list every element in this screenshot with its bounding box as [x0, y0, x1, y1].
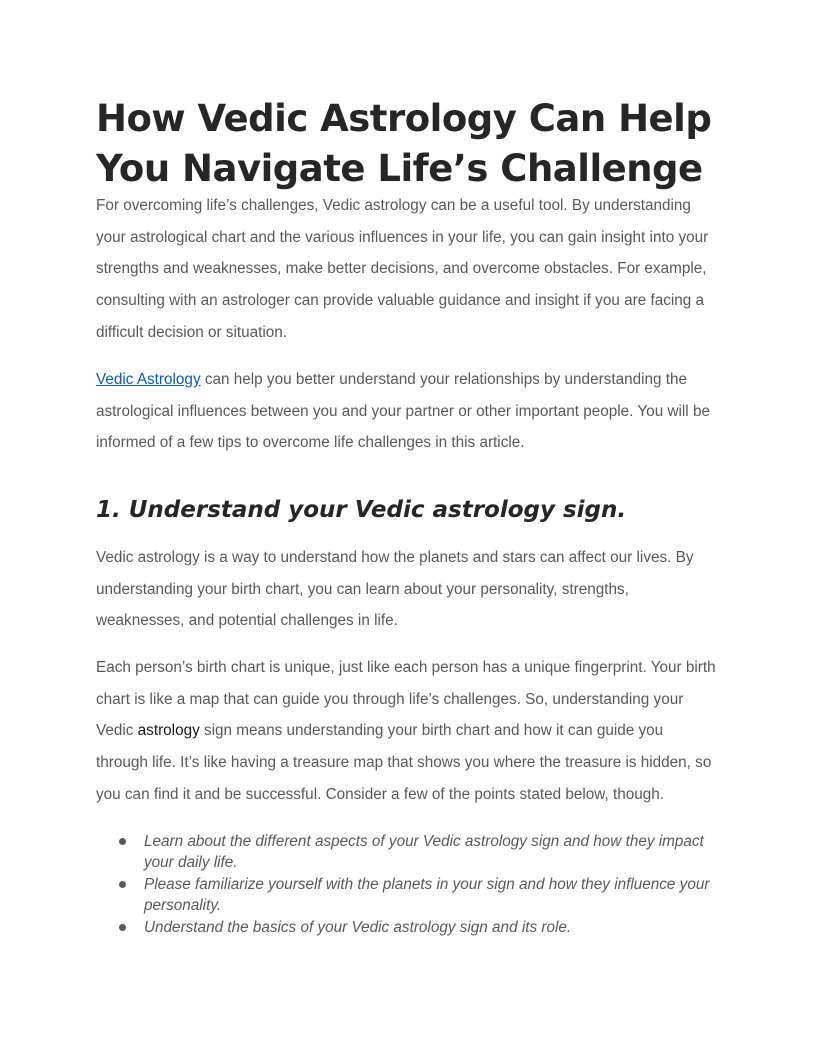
text-line: strengths and weaknesses, make better decisions, and overcome obstacles. For example,	[96, 260, 707, 278]
text-line: difficult decision or situation.	[96, 323, 288, 341]
birth-chart-paragraph	[96, 652, 736, 810]
text-span: Vedic	[96, 722, 138, 740]
section-paragraph	[96, 542, 736, 637]
astrology-word: astrology	[137, 722, 200, 740]
page-title	[96, 94, 711, 194]
text-line: chart is like a map that can guide you through life’s challenges. So, understanding your	[96, 690, 684, 708]
bullet-icon	[119, 924, 126, 931]
text-line: Learn about the different aspects of your Vedic astrology sign and how they impact	[144, 833, 704, 850]
text-line: personality.	[144, 897, 222, 914]
text-line: Each person’s birth chart is unique, just like each person has a unique fingerprint. Your birth	[96, 659, 716, 676]
relationships-paragraph	[96, 364, 736, 459]
text-line: For overcoming life’s challenges, Vedic astrology can be a useful tool. By understanding	[96, 197, 691, 214]
text-line	[96, 715, 736, 747]
text-line: Please familiarize yourself with the planets in your sign and how they influence your	[144, 876, 710, 893]
title-line: You Navigate Life’s Challenge	[96, 147, 703, 190]
text-line: your astrological chart and the various influences in your life, you can gain insight into your	[96, 228, 709, 246]
list-item	[96, 831, 709, 873]
text-line: understanding your birth chart, you can learn about your personality, strengths,	[96, 580, 629, 598]
intro-paragraph	[96, 190, 736, 348]
text-line: Understand the basics of your Vedic astrology sign and its role.	[144, 919, 572, 936]
text-line: weaknesses, and potential challenges in life.	[96, 612, 398, 630]
text-line: you can find it and be successful. Consider a few of the points stated below, though.	[96, 785, 665, 803]
text-line: astrological influences between you and your partner or other important people. You will be	[96, 402, 710, 420]
text-line: Vedic astrology is a way to understand how the planets and stars can affect our lives. By	[96, 549, 694, 566]
bullet-icon	[119, 838, 126, 845]
text-span: sign means understanding your birth chart and how it can guide you	[199, 722, 664, 740]
text-line: informed of a few tips to overcome life challenges in this article.	[96, 434, 525, 452]
text-line	[96, 364, 736, 396]
text-line: your daily life.	[144, 854, 238, 871]
vedic-astrology-link[interactable]: Vedic Astrology	[96, 371, 201, 388]
title-line: How Vedic Astrology Can Help	[96, 97, 712, 140]
bullet-icon	[119, 881, 126, 888]
tips-list	[96, 831, 709, 939]
text-span: can help you better understand your relationships by understanding the	[200, 371, 688, 388]
text-line: through life. It’s like having a treasure map that shows you where the treasure is hidden, so	[96, 754, 712, 772]
list-item	[96, 917, 709, 938]
list-item	[96, 874, 709, 916]
section-heading: 1. Understand your Vedic astrology sign.	[96, 497, 627, 523]
text-line: consulting with an astrologer can provide valuable guidance and insight if you are facing a	[96, 292, 705, 310]
